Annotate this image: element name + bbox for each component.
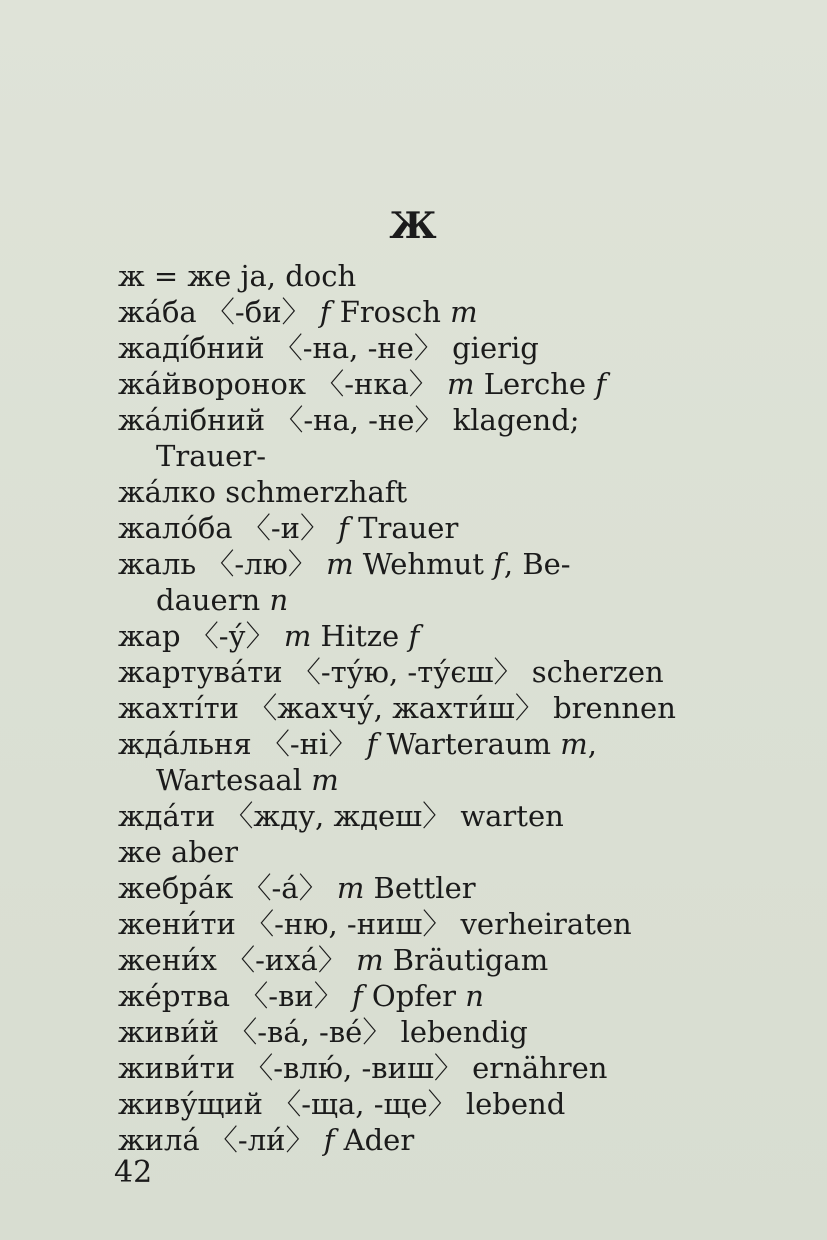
entry-text: жа́лко schmerzhaft: [118, 475, 408, 509]
gender-mark: f: [319, 295, 331, 329]
gender-mark: n: [269, 583, 289, 617]
entry-text: Ader: [334, 1123, 415, 1157]
entry-list: [118, 258, 718, 1158]
gender-mark: m: [326, 547, 354, 581]
entry-line: [118, 798, 718, 834]
entry-line: [118, 834, 718, 870]
entry-text: жало́ба 〈-и〉: [118, 511, 339, 545]
entry-line: [118, 942, 718, 978]
entry-continuation: [118, 582, 718, 618]
entry-line: [118, 546, 718, 582]
gender-mark: m: [311, 763, 339, 797]
entry-text: dauern: [156, 583, 270, 617]
entry-text: ,: [587, 727, 597, 761]
entry-text: жени́х 〈-иха́〉: [118, 943, 357, 977]
entry-text: Hitze: [311, 619, 409, 653]
entry-text: жда́льня 〈-нi〉: [118, 727, 367, 761]
entry-line: [118, 1122, 718, 1158]
gender-mark: f: [595, 367, 607, 401]
entry-line: [118, 474, 718, 510]
entry-line: [118, 618, 718, 654]
entry-line: [118, 978, 718, 1014]
entry-text: Bettler: [364, 871, 476, 905]
entry-text: же́ртва 〈-ви〉: [118, 979, 352, 1013]
entry-text: жаль 〈-лю〉: [118, 547, 327, 581]
entry-line: [118, 1086, 718, 1122]
entry-text: жени́ти 〈-ню, -ниш〉 verheiraten: [118, 907, 632, 941]
entry-text: Warteraum: [377, 727, 561, 761]
entry-line: [118, 510, 718, 546]
gender-mark: f: [408, 619, 420, 653]
entry-text: Bräutigam: [383, 943, 549, 977]
entry-text: Wehmut: [353, 547, 494, 581]
entry-text: жахтíти 〈жахчу́, жахти́ш〉 brennen: [118, 691, 676, 725]
entry-line: [118, 294, 718, 330]
entry-text: же aber: [118, 835, 238, 869]
entry-text: Trauer-: [156, 439, 266, 473]
entry-text: Wartesaal: [156, 763, 312, 797]
gender-mark: f: [366, 727, 378, 761]
entry-text: жа́лібний 〈-на, -не〉 klagend;: [118, 403, 580, 437]
gender-mark: m: [560, 727, 588, 761]
entry-line: [118, 1014, 718, 1050]
entry-text: живи́й 〈-ва́, -ве́〉 lebendig: [118, 1015, 528, 1049]
gender-mark: f: [493, 547, 504, 581]
entry-text: живи́ти 〈-влю́, -виш〉 ernähren: [118, 1051, 608, 1085]
section-heading: Ж: [389, 205, 438, 247]
gender-mark: m: [450, 295, 478, 329]
entry-line: [118, 654, 718, 690]
gender-mark: f: [351, 979, 363, 1013]
entry-text: , Be-: [503, 547, 571, 581]
entry-text: Frosch: [330, 295, 451, 329]
entry-text: Opfer: [362, 979, 466, 1013]
gender-mark: f: [323, 1123, 335, 1157]
entry-text: жа́йворонок 〈-нка〉: [118, 367, 447, 401]
entry-continuation: [118, 762, 718, 798]
gender-mark: m: [283, 619, 312, 653]
gender-mark: m: [336, 871, 365, 905]
entry-text: жартува́ти 〈-ту́ю, -ту́єш〉 scherzen: [118, 655, 664, 689]
gender-mark: m: [356, 943, 384, 977]
entry-line: [118, 330, 718, 366]
entry-line: [118, 690, 718, 726]
gender-mark: m: [447, 367, 475, 401]
entry-text: Trauer: [348, 511, 459, 545]
entry-text: жебра́к 〈-а́〉: [118, 871, 337, 905]
entry-text: жила́ 〈-ли́〉: [118, 1123, 324, 1157]
entry-text: ж = же ja, doch: [118, 259, 357, 293]
entry-text: жа́ба 〈-би〉: [118, 295, 320, 329]
entry-line: [118, 906, 718, 942]
entry-continuation: [118, 438, 718, 474]
page-number: 42: [114, 1155, 153, 1190]
gender-mark: n: [465, 979, 484, 1013]
entry-text: жар 〈-у́〉: [118, 619, 284, 653]
entry-text: Lerche: [474, 367, 596, 401]
entry-text: живу́щий 〈-ща, -ще〉 lebend: [118, 1087, 566, 1121]
entry-line: [118, 1050, 718, 1086]
entry-line: [118, 402, 718, 438]
entry-line: [118, 726, 718, 762]
gender-mark: f: [338, 511, 349, 545]
entry-line: [118, 258, 718, 294]
entry-text: жадíбний 〈-на, -не〉 gierig: [118, 331, 539, 365]
entry-text: жда́ти 〈жду, ждеш〉 warten: [118, 799, 564, 833]
entry-line: [118, 870, 718, 906]
entry-line: [118, 366, 718, 402]
